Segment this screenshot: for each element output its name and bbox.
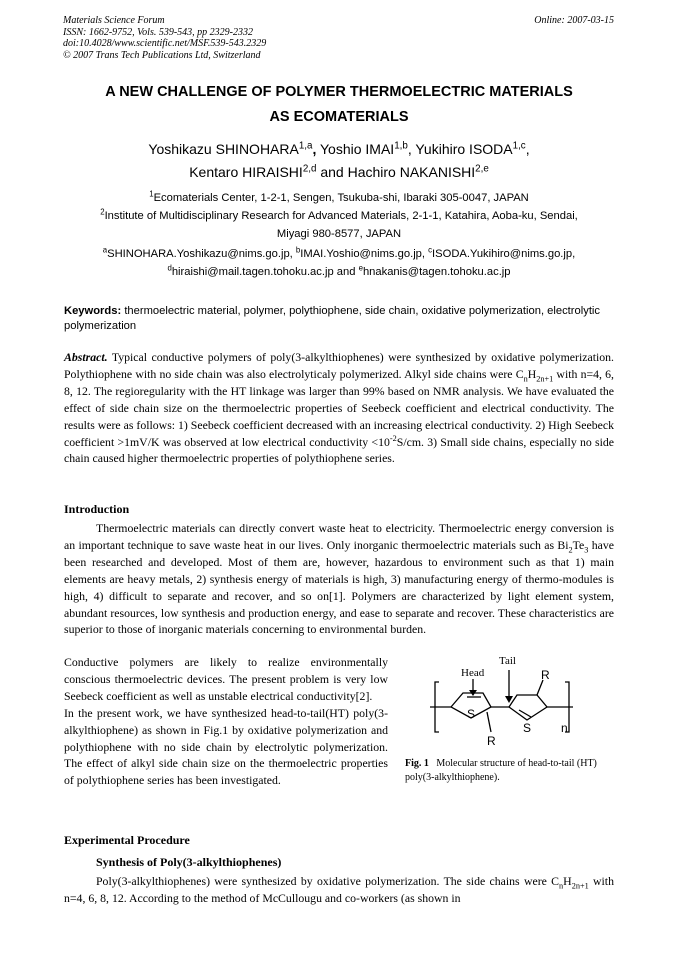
author-name: Kentaro HIRAISHI — [189, 164, 303, 180]
thiophene-ring-2 — [509, 695, 547, 720]
abstract-sub: n — [523, 374, 528, 384]
paragraph-text: Poly(3-alkylthiophenes) were synthesized by oxidative polymerization. The side chains were C — [96, 874, 560, 888]
author-sup: 1,c — [512, 140, 526, 152]
repeat-n-label: n — [561, 721, 568, 735]
paragraph-text: H — [563, 874, 572, 888]
r-group-label-1: R — [487, 734, 496, 748]
affiliation-text: Miyagi 980-8577, JAPAN — [276, 228, 402, 240]
author-sep: , — [407, 141, 412, 157]
affiliation-text: Institute of Multidisciplinary Research for Advanced Materials, 2-1-1, Katahira, Aoba-ku, Sendai, — [104, 210, 578, 222]
email-link[interactable]: IMAI.Yoshio@nims.go.jp, — [300, 248, 426, 260]
author-sep: , — [312, 141, 317, 157]
paragraph-text: Te — [572, 537, 585, 552]
tail-label: Tail — [499, 655, 516, 667]
keywords-label: Keywords: — [64, 305, 122, 317]
caption-text: Molecular structure of head-to-tail (HT) poly(3-alkylthiophene). — [405, 758, 597, 783]
paper-title — [60, 80, 618, 130]
affiliation-sup: 1 — [149, 189, 154, 199]
subsection-heading-synthesis: Synthesis of Poly(3-alkylthiophenes) — [96, 855, 282, 869]
email-link[interactable]: SHINOHARA.Yoshikazu@nims.go.jp, — [107, 248, 293, 260]
abstract-text: S/cm. 3) Small side chains, especially no side chain caused higher thermoelectric properties of polythiophene series. — [64, 434, 614, 466]
author-sep: and — [316, 164, 344, 180]
email-list: $^a$SHINOHARA.Yoshikazu@nims.go.jp, $^b$IMAI.Yoshio@nims.go.jp, $^c$ISODA.Yukihiro@nims.go.jp, $^d$hiraishi@mail.tagen.tohoku.ac.jp and $^e$hnakanis@tagen.tohoku.ac.jp — [102, 245, 576, 278]
sulfur-label-2: S — [523, 721, 532, 735]
online-date: Online: 2007-03-15 — [534, 15, 614, 26]
email-link[interactable]: ISODA.Yukihiro@nims.go.jp, — [432, 248, 576, 260]
head-label: Head — [461, 667, 485, 679]
abstract-text: with n=4, 6, 8, 12. The regioregularity with the HT linkage was larger than 99% based on NMR analysis. We have evaluated the effect of side chain size on the thermoelectric properties of Seebeck coefficient and electrical conductivity. The results were as follows: 1) Seebeck coefficient decreased with an increasing electrical conductivity. 2) High Seebeck coefficient >1mV/K was observed at low electrical conductivity <10 — [64, 366, 614, 449]
experimental-paragraph-1 — [64, 873, 614, 907]
author-sup: 2,e — [475, 163, 489, 175]
author-name: Yoshikazu SHINOHARA — [148, 141, 299, 157]
author-sep: , — [525, 141, 530, 157]
author-name: Hachiro NAKANISHI — [347, 164, 476, 180]
author-name: Yukihiro ISODA — [415, 141, 513, 157]
abstract-sup: -2 — [389, 433, 397, 443]
affiliation-sup: 2 — [100, 207, 105, 217]
abstract-sub: 2n+1 — [536, 374, 554, 384]
journal-header — [63, 15, 266, 61]
author-name: Yoshio IMAI — [320, 141, 395, 157]
abstract-label: Abstract. — [64, 350, 108, 364]
author-sup: 1,b — [394, 140, 408, 152]
paragraph-sub: 2n+1 — [571, 881, 589, 891]
paragraph-text: have been researched and developed. Most of them are, however, hazardous to environment such as that 1) main elements are heavy metals, 2) synthesis energy of materials is high, 3) manufacturing energy of thermo-modules is high, 4) difficult to separate and recover, and so on[1]. Polymers are characterized by light element system, abundant resources, low synthesis and production energy, and ease to separate and recover. These characteristics are superior to those of inorganic materials concerning to environmental burden. — [64, 537, 614, 637]
introduction-paragraph-2 — [64, 654, 388, 789]
keywords — [64, 304, 614, 334]
section-heading-experimental: Experimental Procedure — [64, 833, 190, 847]
affiliation-2 — [60, 207, 618, 243]
paragraph-text: Conductive polymers are likely to realize environmentally conscious thermoelectric devices. The present problem is very low Seebeck coefficient as well as unstable electrical conductivity[2]. — [64, 655, 388, 703]
journal-name: Materials Science Forum — [63, 15, 165, 26]
paragraph-text: with n=4, 6, 8, 12. According to the method of McCullougu and co-workers (as shown in — [64, 874, 614, 905]
paragraph-sub: n — [559, 881, 564, 891]
paragraph-sub: 2 — [568, 545, 573, 555]
title-line-1: A NEW CHALLENGE OF POLYMER THERMOELECTRIC MATERIALS — [105, 84, 573, 100]
molecular-structure-diagram — [405, 650, 617, 760]
figure-1-caption — [405, 757, 617, 785]
email-link[interactable]: hnakanis@tagen.tohoku.ac.jp — [362, 266, 511, 278]
abstract-text: Typical conductive polymers of poly(3-alkylthiophenes) were synthesized by oxidative polymerization. Polythiophene with no side chain was also electrolyticaly polymerized. Alkyl side chains were C — [64, 350, 614, 381]
introduction-paragraph-1 — [64, 520, 614, 638]
abstract — [64, 349, 614, 467]
sulfur-label-1: S — [467, 707, 476, 721]
paragraph-text: In the present work, we have synthesized head-to-tail(HT) poly(3-alkylthiophene) as shown in Fig.1 by oxidative polymerization and polythiophene with no side chain by electrolytic polymerization. The effect of alkyl side chain size on the thermoelectric properties of polythiophene series has been investigated. — [64, 705, 388, 788]
caption-label: Fig. 1 — [405, 758, 429, 769]
title-line-2: AS ECOMATERIALS — [269, 109, 409, 125]
issn-line: ISSN: 1662-9752, Vols. 539-543, pp 2329-2332 — [63, 26, 253, 38]
affiliation-1 — [60, 189, 618, 207]
paragraph-sub: 3 — [584, 545, 589, 555]
paragraph-text: Thermoelectric materials can directly convert waste heat to electricity. Thermoelectric energy conversion is an important technique to save waste heat in our lives. Only inorganic thermoelectric materials such as Bi — [64, 521, 614, 552]
abstract-text: H — [527, 366, 537, 381]
author-list — [60, 138, 618, 184]
doi-line: doi:10.4028/www.scientific.net/MSF.539-543.2329 — [63, 38, 267, 49]
affiliation-text: Ecomaterials Center, 1-2-1, Sengen, Tsukuba-shi, Ibaraki 305-0047, JAPAN — [153, 192, 529, 204]
keywords-text: thermoelectric material, polymer, polythiophene, side chain, oxidative polymerization, electrolytic polymerization — [64, 305, 601, 332]
author-sup: 2,d — [302, 163, 317, 175]
email-link[interactable]: hiraishi@mail.tagen.tohoku.ac.jp — [171, 266, 334, 278]
author-sup: 1,a — [298, 140, 313, 152]
r-group-label-2: R — [541, 668, 550, 682]
copyright-line: © 2007 Trans Tech Publications Ltd, Switzerland — [63, 49, 261, 61]
email-and: and — [336, 266, 356, 278]
section-heading-introduction: Introduction — [64, 502, 130, 516]
